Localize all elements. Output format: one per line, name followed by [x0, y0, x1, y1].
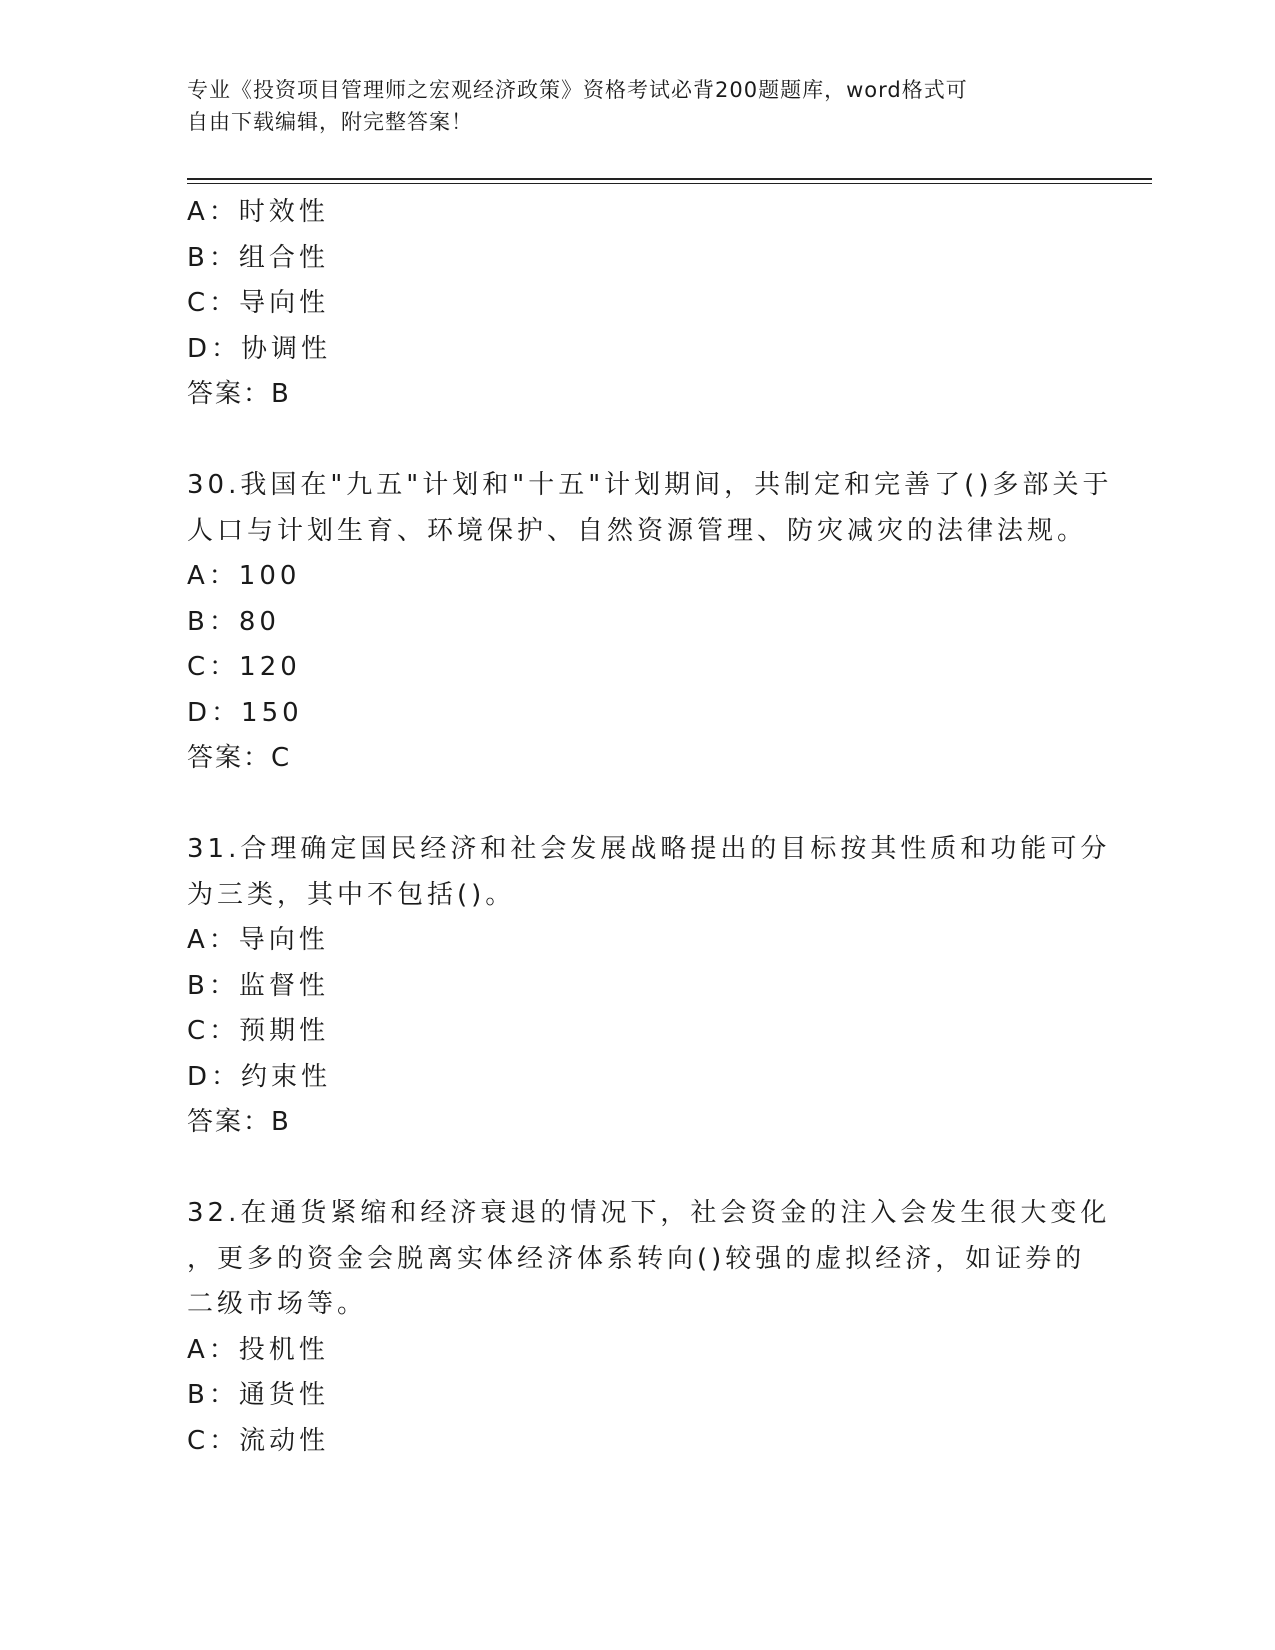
question-text-line: 人口与计划生育、环境保护、自然资源管理、防灾减灾的法律法规。 — [187, 515, 1088, 546]
option-c: C：120 — [187, 652, 301, 682]
question-list — [187, 190, 1113, 1464]
question-text-line: 32.在通货紧缩和经济衰退的情况下，社会资金的注入会发生很大变化 — [187, 1198, 1111, 1228]
header-line-1: 专业《投资项目管理师之宏观经济政策》资格考试必背200题题库，word格式可 — [187, 78, 968, 102]
question-text-line: 二级市场等。 — [187, 1289, 368, 1319]
option-d: D：约束性 — [187, 1061, 332, 1092]
option-a: A：投机性 — [187, 1334, 329, 1365]
option-b: B：监督性 — [187, 970, 329, 1001]
question-31 — [187, 827, 1111, 1146]
option-b: B：组合性 — [187, 242, 329, 273]
question-text-line: ，更多的资金会脱离实体经济体系转向()较强的虚拟经济，如证券的 — [187, 1243, 1086, 1274]
question-32 — [187, 1191, 1111, 1464]
header-line-2: 自由下载编辑，附完整答案！ — [187, 110, 473, 134]
header-divider — [187, 178, 1152, 184]
option-c: C：流动性 — [187, 1425, 330, 1456]
question-30 — [187, 463, 1113, 782]
option-a: A：100 — [187, 561, 301, 591]
question-text-line: 30.我国在"九五"计划和"十五"计划期间，共制定和完善了()多部关于 — [187, 470, 1113, 500]
question-text-line: 31.合理确定国民经济和社会发展战略提出的目标按其性质和功能可分 — [187, 834, 1111, 864]
option-c: C：预期性 — [187, 1016, 330, 1046]
option-b: B：通货性 — [187, 1380, 329, 1410]
answer: 答案：C — [187, 743, 292, 773]
document-header — [187, 74, 1067, 138]
option-c: C：导向性 — [187, 288, 330, 318]
option-a: A：时效性 — [187, 197, 329, 227]
option-d: D：150 — [187, 697, 303, 728]
answer: 答案：B — [187, 1107, 291, 1137]
question-29-tail — [187, 190, 1087, 418]
option-d: D：协调性 — [187, 333, 332, 364]
question-text-line: 为三类，其中不包括()。 — [187, 879, 516, 910]
option-a: A：导向性 — [187, 925, 329, 955]
option-b: B：80 — [187, 606, 280, 637]
answer: 答案：B — [187, 379, 291, 409]
